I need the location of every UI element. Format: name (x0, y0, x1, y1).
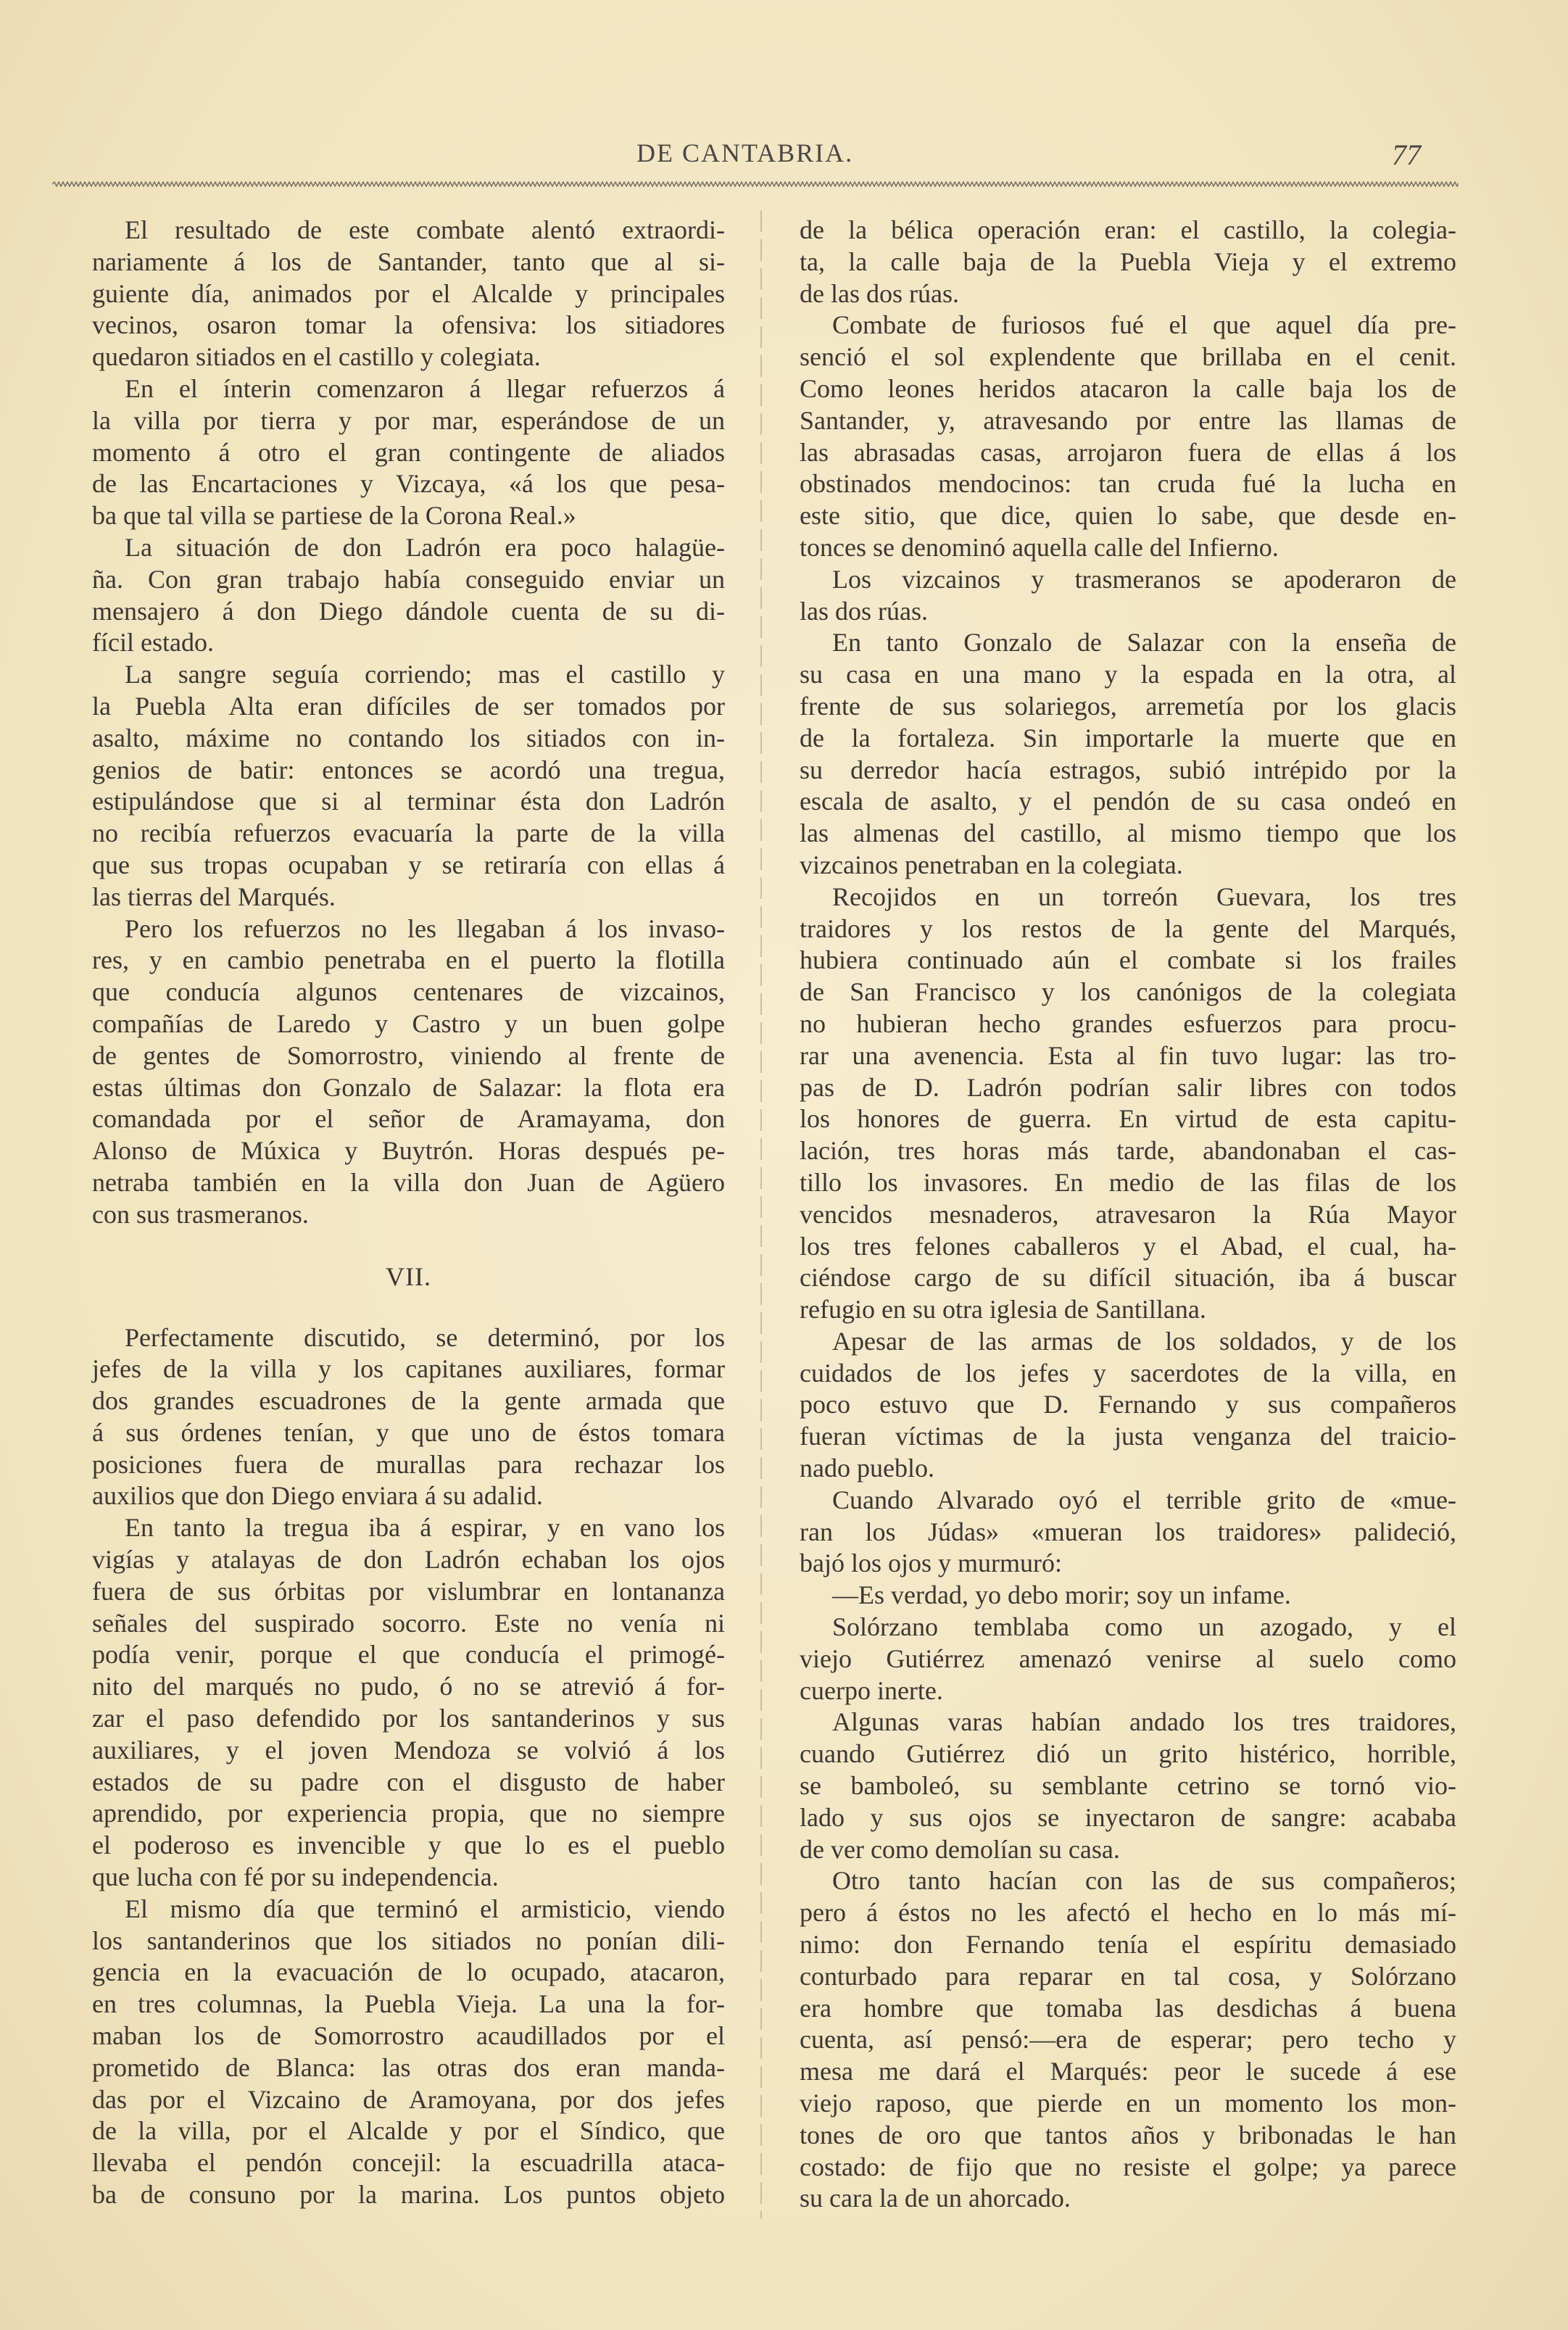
text-line: que conducía algunos centenares de vizcainos, (92, 977, 725, 1007)
text-line: Alonso de Múxica y Buytrón. Horas después pe- (92, 1136, 725, 1166)
text-line: hubiera continuado aún el combate si los frailes (800, 945, 1456, 975)
paragraph (92, 1322, 725, 1513)
text-line: maban los de Somorrostro acaudillados por el (92, 2021, 725, 2051)
paragraph (800, 310, 1456, 563)
text-line: de las dos rúas. (800, 278, 959, 308)
text-line: vecinos, osaron tomar la ofensiva: los sitiadores (92, 310, 725, 340)
text-line: vigías y atalayas de don Ladrón echaban los ojos (92, 1545, 725, 1575)
text-line: Recojidos en un torreón Guevara, los tres (832, 882, 1456, 911)
column-divider (760, 210, 762, 2218)
paragraph (800, 1326, 1456, 1485)
text-line: escala de asalto, y el pendón de su casa ondeó en (800, 787, 1456, 816)
text-line: genios de batir: entonces se acordó una tregua, (92, 755, 725, 784)
text-line: Solórzano temblaba como un azogado, y el (832, 1612, 1456, 1642)
text-line: zar el paso defendido por los santanderinos y sus (92, 1704, 725, 1733)
text-line: Como leones heridos atacaron la calle baja los de (800, 373, 1456, 403)
text-line: la villa por tierra y por mar, esperándose de un (92, 405, 725, 435)
text-line: las dos rúas. (800, 596, 928, 626)
text-line: conturbado para reparar en tal cosa, y Solórzano (800, 1961, 1456, 1991)
text-line: de gentes de Somorrostro, viniendo al frente de (92, 1040, 725, 1070)
text-line: ciéndose cargo de su difícil situación, iba á buscar (800, 1263, 1456, 1293)
text-line: rar una avenencia. Esta al fin tuvo lugar: las tro- (800, 1040, 1456, 1070)
text-line: los tres felones caballeros y el Abad, el cual, ha- (800, 1231, 1456, 1261)
text-line: era hombre que tomaba las desdichas á buena (800, 1993, 1456, 2023)
text-line: llevaba el pendón concejil: la escuadrilla ataca- (92, 2148, 725, 2178)
text-line: fícil estado. (92, 628, 214, 658)
paragraph (92, 215, 725, 373)
paragraph (800, 215, 1456, 310)
paragraph (92, 659, 725, 913)
text-line: cuando Gutiérrez dió un grito histérico, horrible, (800, 1739, 1456, 1769)
paragraph (800, 882, 1456, 1326)
text-line: vizcainos penetraban en la colegiata. (800, 850, 1183, 879)
text-line: Algunas varas habían andado los tres traidores, (832, 1707, 1456, 1737)
text-line: netraba también en la villa don Juan de Agüero (92, 1167, 725, 1197)
text-line: Perfectamente discutido, se determinó, por los (125, 1322, 725, 1352)
text-line: de la villa, por el Alcalde y por el Síndico, que (92, 2116, 725, 2146)
text-line: traidores y los restos de la gente del Marqués, (800, 913, 1456, 943)
text-line: fueran víctimas de la justa venganza del traicio- (800, 1422, 1456, 1451)
text-line: Cuando Alvarado oyó el terrible grito de «mue- (832, 1485, 1456, 1514)
section-heading: VII. (386, 1261, 431, 1291)
text-line: mesa me dará el Marqués: peor le sucede á ese (800, 2057, 1456, 2086)
text-line: obstinados mendocinos: tan cruda fué la lucha en (800, 469, 1456, 499)
text-line: viejo raposo, que pierde en un momento los mon- (800, 2089, 1456, 2118)
wavy-rule-divider (52, 181, 1459, 187)
text-line: dos grandes escuadrones de la gente armada que (92, 1386, 725, 1416)
text-line: de las Encartaciones y Vizcaya, «á los que pesa- (92, 469, 725, 499)
text-line: auxilios que don Diego enviara á su adalid. (92, 1481, 543, 1511)
text-line: Santander, y, atravesando por entre las llamas de (800, 405, 1456, 435)
text-line: se bamboleó, su semblante cetrino se tornó vio- (800, 1771, 1456, 1801)
running-title: DE CANTABRIA. (636, 138, 854, 167)
text-line: con sus trasmeranos. (92, 1199, 309, 1229)
text-line: auxiliares, y el joven Mendoza se volvió á los (92, 1735, 725, 1765)
paragraph (92, 1894, 725, 2211)
text-line: lación, tres horas más tarde, abandonaban el cas- (800, 1136, 1456, 1166)
right-column (800, 215, 1456, 2215)
paragraph (92, 373, 725, 532)
text-line: posiciones fuera de murallas para rechazar los (92, 1449, 725, 1479)
text-line: prometido de Blanca: las otras dos eran manda- (92, 2052, 725, 2082)
text-line: —Es verdad, yo debo morir; soy un infame. (832, 1580, 1291, 1610)
text-line: nado pueblo. (800, 1454, 934, 1483)
text-line: este sitio, que dice, quien lo sabe, que desde en- (800, 501, 1456, 531)
text-line: ba de consuno por la marina. Los puntos objeto (92, 2180, 725, 2210)
text-line: Pero los refuerzos no les llegaban á los invaso- (125, 913, 725, 943)
text-line: podía venir, porque el que conducía el primogé- (92, 1640, 725, 1670)
text-line: estas últimas don Gonzalo de Salazar: la flota era (92, 1072, 725, 1102)
text-line: vencidos mesnaderos, atravesaron la Rúa Mayor (800, 1199, 1456, 1229)
text-line: la Puebla Alta eran difíciles de ser tomados por (92, 691, 725, 721)
text-line: momento á otro el gran contingente de aliados (92, 437, 725, 467)
text-line: Combate de furiosos fué el que aquel día pre- (832, 310, 1456, 340)
text-line: Otro tanto hacían con las de sus compañeros; (832, 1866, 1456, 1896)
text-line: pero á éstos no les afectó el hecho en lo más mí- (800, 1898, 1456, 1928)
text-line: de la bélica operación eran: el castillo, la colegia- (800, 215, 1456, 244)
text-line: costado: de fijo que no resiste el golpe; ya parece (800, 2152, 1456, 2181)
text-line: frente de sus solariegos, arremetía por los glacis (800, 691, 1456, 721)
text-line: asalto, máxime no contando los sitiados con in- (92, 723, 725, 753)
text-line: tonces se denominó aquella calle del Infierno. (800, 532, 1279, 562)
text-line: En tanto la tregua iba á espirar, y en vano los (125, 1513, 725, 1543)
text-line: ran los Júdas» «mueran los traidores» palideció, (800, 1517, 1456, 1546)
text-line: guiente día, animados por el Alcalde y principales (92, 278, 725, 308)
text-line: que sus tropas ocupaban y se retiraría con ellas á (92, 850, 725, 879)
text-line: Los vizcainos y trasmeranos se apoderaron de (832, 564, 1456, 594)
text-line: ta, la calle baja de la Puebla Vieja y el extremo (800, 246, 1456, 276)
text-line: bajó los ojos y murmuró: (800, 1549, 1062, 1578)
text-line: cuenta, así pensó:—era de esperar; pero techo y (800, 2025, 1456, 2055)
text-line: á sus órdenes tenían, y que uno de éstos tomara (92, 1417, 725, 1447)
text-line: comandada por el señor de Aramayama, don (92, 1104, 725, 1134)
paragraph (800, 1485, 1456, 1580)
text-line: ña. Con gran trabajo había conseguido enviar un (92, 564, 725, 594)
text-line: poco estuvo que D. Fernando y sus compañeros (800, 1390, 1456, 1419)
text-line: mensajero á don Diego dándole cuenta de su di- (92, 596, 725, 626)
text-line: gencia en la evacuación de lo ocupado, atacaron, (92, 1957, 725, 1987)
running-header (0, 138, 1568, 181)
paragraph (800, 1865, 1456, 2215)
text-line: tillo los invasores. En medio de las filas de los (800, 1167, 1456, 1197)
page-number: 77 (1392, 138, 1421, 171)
text-line: nimo: don Fernando tenía el espíritu demasiado (800, 1930, 1456, 1960)
text-line: que lucha con fé por su independencia. (92, 1862, 499, 1892)
paragraph (800, 1580, 1456, 1612)
text-line: El mismo día que terminó el armisticio, viendo (125, 1894, 725, 1923)
text-line: los honores de guerra. En virtud de esta capitu- (800, 1104, 1456, 1134)
text-line: das por el Vizcaino de Aramoyana, por dos jefes (92, 2084, 725, 2114)
text-line: refugio en su otra iglesia de Santillana. (800, 1295, 1206, 1324)
text-line: compañías de Laredo y Castro y un buen golpe (92, 1008, 725, 1038)
text-line: su derredor hacía estragos, subió intrépido por la (800, 755, 1456, 784)
text-line: de ver como demolían su casa. (800, 1834, 1120, 1864)
text-line: senció el sol explendente que brillaba en el cenit. (800, 342, 1456, 372)
text-line: el poderoso es invencible y que lo es el pueblo (92, 1831, 725, 1860)
text-line: aprendido, por experiencia propia, que no siempre (92, 1799, 725, 1828)
text-line: jefes de la villa y los capitanes auxiliares, formar (92, 1354, 725, 1384)
text-line: Apesar de las armas de los soldados, y de los (832, 1326, 1456, 1356)
text-line: El resultado de este combate alentó extraordi- (125, 215, 725, 244)
text-line: no hubieran hecho grandes esfuerzos para procu- (800, 1008, 1456, 1038)
text-line: de la fortaleza. Sin importarle la muerte que en (800, 723, 1456, 753)
text-line: no recibía refuerzos evacuaría la parte de la villa (92, 818, 725, 848)
paragraph (800, 564, 1456, 628)
text-line: las abrasadas casas, arrojaron fuera de ellas á los (800, 437, 1456, 467)
text-line: los santanderinos que los sitiados no ponían dili- (92, 1925, 725, 1955)
paragraph (92, 913, 725, 1231)
text-line: las almenas del castillo, al mismo tiempo que los (800, 818, 1456, 848)
text-line: cuerpo inerte. (800, 1675, 943, 1705)
paragraph (92, 1512, 725, 1894)
text-line: En el ínterin comenzaron á llegar refuerzos á (125, 373, 725, 403)
text-line: nariamente á los de Santander, tanto que al si- (92, 246, 725, 276)
text-line: señales del suspirado socorro. Este no venía ni (92, 1608, 725, 1638)
paragraph (800, 1612, 1456, 1707)
paragraph (92, 532, 725, 659)
text-line: las tierras del Marqués. (92, 882, 336, 911)
text-line: pas de D. Ladrón podrían salir libres con todos (800, 1072, 1456, 1102)
text-line: su cara la de un ahorcado. (800, 2184, 1071, 2213)
text-line: de San Francisco y los canónigos de la colegiata (800, 977, 1456, 1007)
text-line: ba que tal villa se partiese de la Corona Real.» (92, 501, 576, 531)
text-line: cuidados de los jefes y sacerdotes de la villa, en (800, 1358, 1456, 1388)
text-line: estados de su padre con el disgusto de haber (92, 1767, 725, 1796)
text-line: su casa en una mano y la espada en la otra, al (800, 660, 1456, 689)
text-line: lado y sus ojos se inyectaron de sangre: acababa (800, 1802, 1456, 1832)
text-line: en tres columnas, la Puebla Vieja. La una la for- (92, 1989, 725, 2019)
text-line: estipulándose que si al terminar ésta don Ladrón (92, 787, 725, 816)
text-line: En tanto Gonzalo de Salazar con la enseña de (832, 628, 1456, 658)
text-line: viejo Gutiérrez amenazó venirse al suelo como (800, 1643, 1456, 1673)
text-line: fuera de sus órbitas por vislumbrar en lontananza (92, 1576, 725, 1606)
text-line: res, y en cambio penetraba en el puerto la flotilla (92, 945, 725, 975)
paragraph (800, 627, 1456, 881)
text-line: La situación de don Ladrón era poco halagüe- (125, 532, 725, 562)
text-line: tones de oro que tantos años y bribonadas le han (800, 2120, 1456, 2149)
text-line: quedaron sitiados en el castillo y colegiata. (92, 342, 541, 372)
text-line: nito del marqués no pudo, ó no se atrevió á for- (92, 1672, 725, 1701)
paragraph (800, 1707, 1456, 1865)
text-line: La sangre seguía corriendo; mas el castillo y (125, 660, 725, 689)
left-column (92, 215, 725, 2211)
